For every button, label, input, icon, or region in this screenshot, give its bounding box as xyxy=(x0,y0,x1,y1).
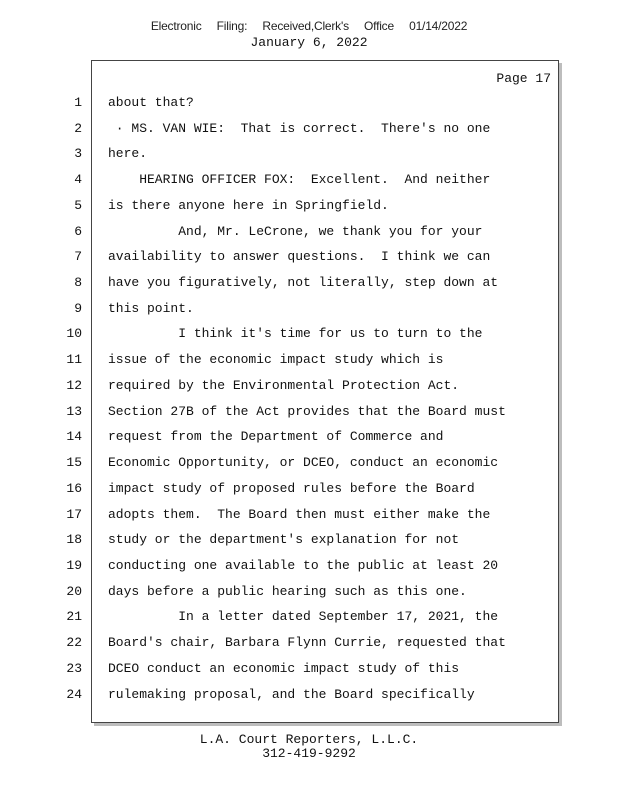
page-number: Page 17 xyxy=(496,71,551,86)
line-number: 22 xyxy=(66,635,82,650)
line-number: 4 xyxy=(74,172,82,187)
line-number: 10 xyxy=(66,326,82,341)
transcript-line: rulemaking proposal, and the Board specifically xyxy=(108,687,475,702)
transcript-line: issue of the economic impact study which is xyxy=(108,352,444,367)
transcript-line: days before a public hearing such as this one. xyxy=(108,584,467,599)
transcript-line: request from the Department of Commerce and xyxy=(108,429,444,444)
line-number: 11 xyxy=(66,352,82,367)
line-number: 13 xyxy=(66,404,82,419)
line-number: 17 xyxy=(66,507,82,522)
transcript-line: And, Mr. LeCrone, we thank you for your xyxy=(108,224,483,239)
filing-office-label: Office xyxy=(364,19,394,33)
line-number: 6 xyxy=(74,224,82,239)
transcript-line: DCEO conduct an economic impact study of this xyxy=(108,661,460,676)
transcript-line: is there anyone here in Springfield. xyxy=(108,198,389,213)
line-number: 2 xyxy=(74,121,82,136)
transcript-line: this point. xyxy=(108,301,194,316)
filing-label: Filing: xyxy=(216,19,248,33)
line-number: 8 xyxy=(74,275,82,290)
line-number: 5 xyxy=(74,198,82,213)
line-number: 7 xyxy=(74,249,82,264)
line-number: 19 xyxy=(66,558,82,573)
line-number: 16 xyxy=(66,481,82,496)
transcript-line: Board's chair, Barbara Flynn Currie, requested that xyxy=(108,635,506,650)
line-number: 3 xyxy=(74,146,82,161)
transcript-line: required by the Environmental Protection Act. xyxy=(108,378,460,393)
line-number: 12 xyxy=(66,378,82,393)
line-number: 20 xyxy=(66,584,82,599)
line-number: 14 xyxy=(66,429,82,444)
line-number: 1 xyxy=(74,95,82,110)
transcript-line: study or the department's explanation for not xyxy=(108,532,460,547)
transcript-line: conducting one available to the public at least 20 xyxy=(108,558,499,573)
court-reporter-phone: 312-419-9292 xyxy=(262,746,356,761)
hearing-date: January 6, 2022 xyxy=(250,35,368,50)
transcript-line: · MS. VAN WIE: That is correct. There's no one xyxy=(108,121,491,136)
transcript-line: Section 27B of the Act provides that the Board must xyxy=(108,404,506,419)
line-number: 24 xyxy=(66,687,82,702)
transcript-line: adopts them. The Board then must either make the xyxy=(108,507,491,522)
filing-received-label: Received,Clerk's xyxy=(262,19,349,33)
line-number: 23 xyxy=(66,661,82,676)
transcript-line: HEARING OFFICER FOX: Excellent. And neither xyxy=(108,172,491,187)
line-number: 21 xyxy=(66,609,82,624)
transcript-line: about that? xyxy=(108,95,194,110)
line-number: 18 xyxy=(66,532,82,547)
filing-electronic-label: Electronic xyxy=(150,19,202,33)
electronic-filing-stamp xyxy=(0,19,618,33)
transcript-line: here. xyxy=(108,146,148,161)
transcript-line: Economic Opportunity, or DCEO, conduct an economic xyxy=(108,455,499,470)
court-reporter-name: L.A. Court Reporters, L.L.C. xyxy=(199,732,419,747)
transcript-line: availability to answer questions. I think we can xyxy=(108,249,491,264)
transcript-line: have you figuratively, not literally, step down at xyxy=(108,275,499,290)
transcript-line: impact study of proposed rules before the Board xyxy=(108,481,475,496)
transcript-line: In a letter dated September 17, 2021, the xyxy=(108,609,499,624)
line-number: 9 xyxy=(74,301,82,316)
line-number: 15 xyxy=(66,455,82,470)
court-reporter-footer xyxy=(0,733,618,761)
filing-date: 01/14/2022 xyxy=(409,19,468,33)
transcript-line: I think it's time for us to turn to the xyxy=(108,326,483,341)
